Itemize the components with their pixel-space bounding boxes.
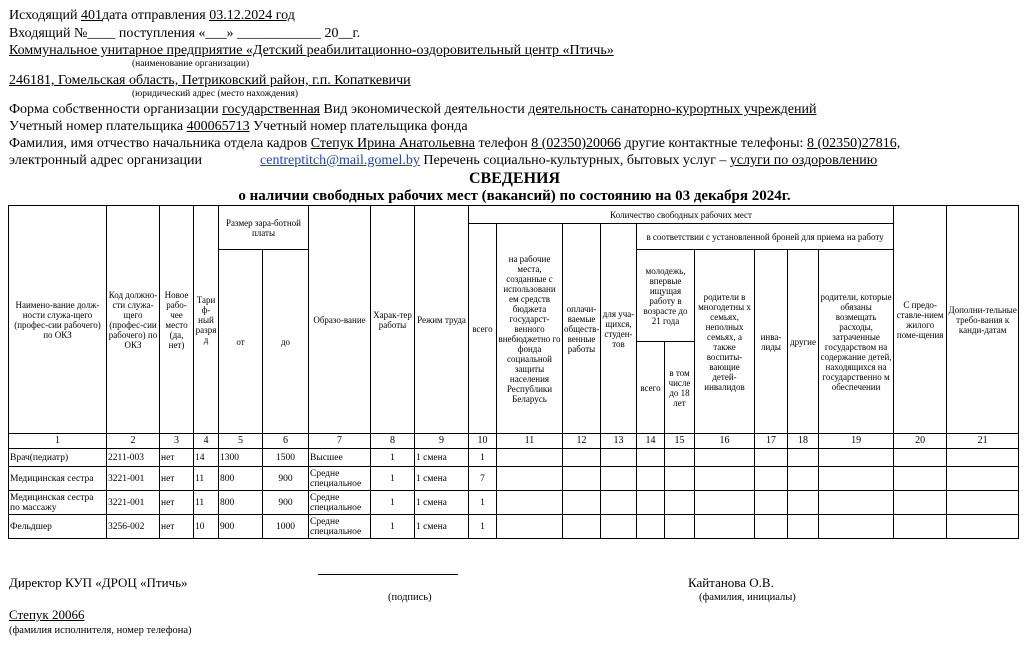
signature-caption: (подпись) [388,592,432,603]
col-number: 17 [755,434,788,449]
header-disabled: инва-лиды [755,250,788,434]
col-number: 13 [601,434,637,449]
outgoing-label: Исходящий [9,8,82,23]
header-housing: С предо-ставле-нием жилого поме-щения [894,206,947,434]
cell-education: Средне специальное [309,515,371,539]
header-alimony: родители, которые обязаны возмещать расходы, затраченные государством на содержание детей, находящихся на государственно м обеспечении [819,250,894,434]
hr-line [9,136,900,152]
outgoing-line [9,8,295,24]
activity-label: Вид экономической деятельности [320,102,529,117]
activity-value: деятельность санаторно-курортных учреждений [528,102,817,117]
cell-code: 2211-003 [107,449,160,467]
phone-label: телефон [474,136,532,151]
cell-new: нет [160,467,194,491]
header-parents: родители в многодетны х семьях, неполных семьях, а также воспиты-вающие детей-инвалидов [695,250,755,434]
document-title: СВЕДЕНИЯ [468,170,561,187]
table-row [9,467,1019,491]
table-row [9,491,1019,515]
services-value: услуги по оздоровлению [729,153,878,168]
col-number: 6 [263,434,309,449]
header-tariff: Тари ф-ный разря д [194,206,219,434]
cell-salary-to: 1500 [263,449,309,467]
header-mode: Режим труда [415,206,469,434]
ownership-value: государственная [222,102,321,117]
header-position: Наимено-вание долж-ности служа-щего (профес-сии рабочего) по ОКЗ [9,206,107,434]
email-link[interactable]: centreptitch@mail.gomel.by [260,153,420,168]
cell-code: 3221-001 [107,467,160,491]
payer-value: 400065713 [186,119,250,134]
header-total: всего [469,224,497,434]
cell-salary-from: 800 [219,467,263,491]
ownership-line [9,102,816,118]
col-number: 3 [160,434,194,449]
col-number: 14 [637,434,665,449]
cell-mode: 1 смена [415,449,469,467]
vacancy-table [8,205,1019,539]
cell-position: Медицинская сестра по массажу [9,491,107,515]
header-free-places: Количество свободных рабочих мест [469,206,894,224]
executor-caption: (фамилия исполнителя, номер телефона) [9,625,192,636]
header-youth-18: в том числе до 18 лет [665,342,695,434]
ownership-label: Форма собственности организации [9,102,223,117]
cell-salary-to: 900 [263,467,309,491]
header-extra: Дополни-тельные требо-вания к канди-датам [947,206,1019,434]
cell-total: 1 [469,491,497,515]
header-salary-from: от [219,250,263,434]
cell-code: 3221-001 [107,491,160,515]
col-number: 4 [194,434,219,449]
cell-new: нет [160,449,194,467]
cell-nature: 1 [371,467,415,491]
cell-new: нет [160,491,194,515]
col-number: 15 [665,434,695,449]
header-students: для уча-щихся, студен-тов [601,224,637,434]
cell-salary-to: 900 [263,491,309,515]
payer-label: Учетный номер плательщика [9,119,187,134]
header-salary-to: до [263,250,309,434]
director-name: Кайтанова О.В. [688,575,774,590]
email-line [9,153,877,169]
header-code: Код должно-сти служа-щего (профес-сии рабочего) по ОКЗ [107,206,160,434]
col-number: 12 [563,434,601,449]
hr-name: Степук Ирина Анатольевна [310,136,475,151]
col-number: 1 [9,434,107,449]
col-number: 10 [469,434,497,449]
col-number: 19 [819,434,894,449]
cell-salary-from: 800 [219,491,263,515]
col-number: 20 [894,434,947,449]
header-new: Новое рабо-чее место (да, нет) [160,206,194,434]
table-row [9,515,1019,539]
col-number: 9 [415,434,469,449]
col-number: 16 [695,434,755,449]
cell-position: Медицинская сестра [9,467,107,491]
cell-new: нет [160,515,194,539]
table-row [9,449,1019,467]
incoming-line: Входящий №____ поступления «___» ____________ 20__г. [9,26,361,41]
col-number: 7 [309,434,371,449]
cell-salary-from: 900 [219,515,263,539]
cell-education: Средне специальное [309,491,371,515]
cell-nature: 1 [371,515,415,539]
cell-tariff: 11 [194,467,219,491]
outgoing-number: 401 [81,8,103,23]
header-nature: Харак-тер работы [371,206,415,434]
address: 246181, Гомельская область, Петриковский район, г.п. Копаткевичи [9,73,411,88]
phone-value: 8 (02350)20066 [531,136,622,151]
cell-mode: 1 смена [415,515,469,539]
cell-tariff: 11 [194,491,219,515]
header-budget: на рабочие места, созданные с использовани ем средств бюджета государст-венного внебюджетно го фонда социальной защиты населения Республики Беларусь [497,224,563,434]
col-number: 11 [497,434,563,449]
col-number: 18 [788,434,819,449]
date-label: дата отправления [102,8,210,23]
other-phones-value: 8 (02350)27816, [806,136,901,151]
cell-total: 7 [469,467,497,491]
executor: Степук 20066 [9,607,85,622]
document-subtitle: о наличии свободных рабочих мест (вакансий) по состоянию на 03 декабря 2024г. [238,188,791,204]
col-number: 21 [947,434,1019,449]
cell-position: Фельдшер [9,515,107,539]
director-title: Директор КУП «ДРОЦ «Птичь» [9,575,188,590]
header-education: Образо-вание [309,206,371,434]
column-numbers-row [9,434,1019,449]
name-caption: (фамилия, инициалы) [699,592,796,603]
cell-nature: 1 [371,491,415,515]
cell-code: 3256-002 [107,515,160,539]
cell-education: Высшее [309,449,371,467]
header-salary: Размер зара-ботной платы [219,206,309,250]
header-other: другие [788,250,819,434]
header-youth: молодежь, впервые ищущая работу в возрасте до 21 года [637,250,695,342]
col-number: 2 [107,434,160,449]
cell-education: Средне специальное [309,467,371,491]
hr-label: Фамилия, имя отчество начальника отдела кадров [9,136,311,151]
fund-label: Учетный номер плательщика фонда [249,119,468,134]
cell-tariff: 10 [194,515,219,539]
cell-salary-to: 1000 [263,515,309,539]
cell-tariff: 14 [194,449,219,467]
org-name: Коммунальное унитарное предприятие «Детский реабилитационно-оздоровительный центр «Птичь» [9,43,614,58]
cell-nature: 1 [371,449,415,467]
cell-position: Врач(педиатр) [9,449,107,467]
header-paid-works: оплачи-ваемые обществ-венные работы [563,224,601,434]
header-youth-total: всего [637,342,665,434]
cell-total: 1 [469,449,497,467]
other-phones-label: другие контактные телефоны: [621,136,807,151]
cell-mode: 1 смена [415,491,469,515]
services-label: Перечень социально-культурных, бытовых услуг – [419,153,730,168]
col-number: 8 [371,434,415,449]
cell-total: 1 [469,515,497,539]
col-number: 5 [219,434,263,449]
cell-mode: 1 смена [415,467,469,491]
org-name-caption: (наименование организации) [132,59,250,69]
email-label: электронный адрес организации [9,153,203,168]
signature-line [318,574,458,575]
header-quota: в соответствии с установленной броней для приема на работу [637,224,894,250]
date-value: 03.12.2024 год [209,8,295,23]
address-caption: (юридический адрес (место нахождения) [132,89,298,99]
payer-line [9,119,468,135]
cell-salary-from: 1300 [219,449,263,467]
